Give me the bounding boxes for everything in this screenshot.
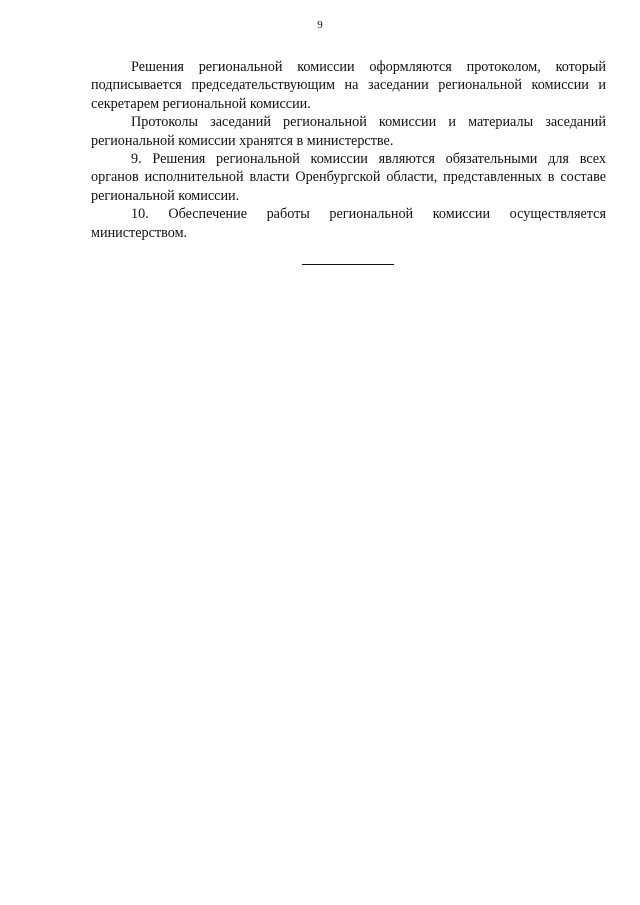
- paragraph-protocol-decisions: Решения региональной комиссии оформляются протоколом, который подписывается председательствующим на заседании региональной комиссии и секретарем региональной комиссии.: [91, 59, 606, 112]
- page-number: 9: [317, 19, 323, 31]
- document-body: [91, 58, 606, 242]
- paragraph-item-10: 10. Обеспечение работы региональной комиссии осуществляется министерством.: [91, 206, 606, 241]
- paragraph-protocol-storage: Протоколы заседаний региональной комиссии и материалы заседаний региональной комиссии хранятся в министерстве.: [91, 114, 606, 149]
- paragraph-item-9: 9. Решения региональной комиссии являются обязательными для всех органов исполнительной власти Оренбургской области, представленных в составе региональной комиссии.: [91, 151, 606, 204]
- end-of-document-rule: [302, 264, 394, 265]
